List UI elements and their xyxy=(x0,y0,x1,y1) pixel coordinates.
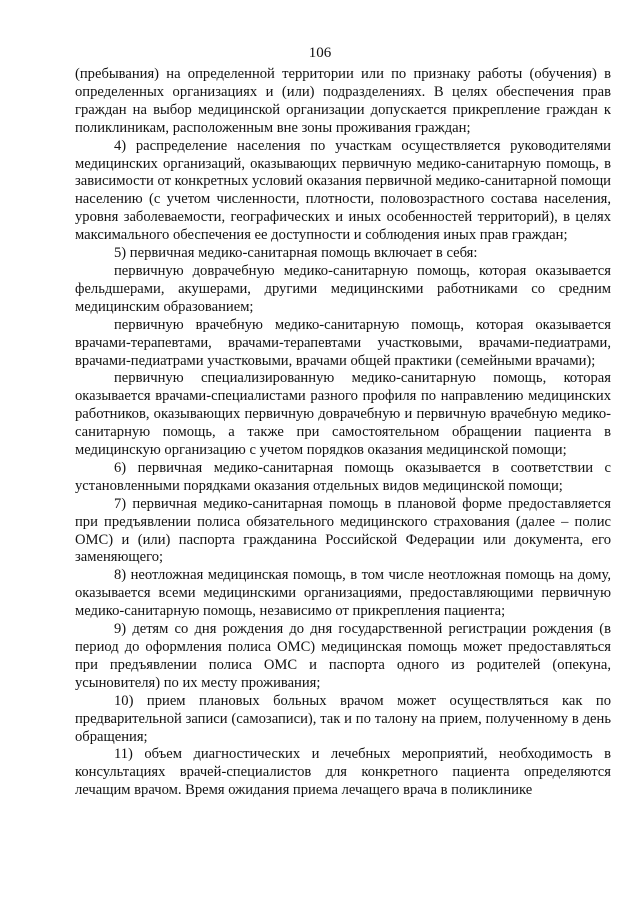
paragraph: 8) неотложная медицинская помощь, в том числе неотложная помощь на дому, оказывается всеми медицинскими организациями, предоставляющими первичную медико-санитарную помощь, независимо от прикрепления пациента; xyxy=(75,567,611,620)
paragraph: 7) первичная медико-санитарная помощь в плановой форме предоставляется при предъявлении полиса обязательного медицинского страхования (далее – полис ОМС) и (или) паспорта гражданина Российской Федерации или документа, его заменяющего; xyxy=(75,495,611,566)
paragraph: (пребывания) на определенной территории или по признаку работы (обучения) в определенных организациях и (или) подразделениях. В целях обеспечения прав граждан на выбор медицинской организации допускается прикрепление граждан к поликлиникам, расположенным вне зоны проживания граждан; xyxy=(75,66,611,136)
page-number: 106 xyxy=(308,45,332,61)
paragraph: 11) объем диагностических и лечебных мероприятий, необходимость в консультациях врачей-специалистов для конкретного пациента определяются лечащим врачом. Время ожидания приема лечащего врача в поликлинике xyxy=(75,746,611,799)
paragraph: 5) первичная медико-санитарная помощь включает в себя: xyxy=(114,245,478,262)
paragraph: первичную врачебную медико-санитарную помощь, которая оказывается врачами-терапевтами, врачами-терапевтами участковыми, врачами-педиатрами, врачами-педиатрами участковыми, врачами общей практики (семейными врачами); xyxy=(75,316,611,369)
paragraph: первичную специализированную медико-санитарную помощь, которая оказывается врачами-специалистами разного профиля по направлению медицинских работников, оказывающих первичную доврачебную и первичную врачебную медико-санитарную помощь, а также при самостоятельном обращении пациента в медицинскую организацию с учетом порядков оказания медицинской помощи; xyxy=(75,370,611,459)
paragraph: 4) распределение населения по участкам осуществляется руководителями медицинских организаций, оказывающих первичную медико-санитарную помощь, в зависимости от конкретных условий оказания первичной медико-санитарной помощи населению (с учетом численности, плотности, половозрастного состава населения, уровня заболеваемости, географических и иных особенностей территорий), в целях максимального обеспечения ее доступности и соблюдения иных прав граждан; xyxy=(75,137,611,244)
paragraph: 9) детям со дня рождения до дня государственной регистрации рождения (в период до оформления полиса ОМС) медицинская помощь может предоставляться при предъявлении полиса ОМС и паспорта одного из родителей (опекуна, усыновителя) по их месту проживания; xyxy=(75,621,611,691)
document-body xyxy=(75,66,611,800)
paragraph: 6) первичная медико-санитарная помощь оказывается в соответствии с установленными порядками оказания отдельных видов медицинской помощи; xyxy=(75,459,611,494)
paragraph: первичную доврачебную медико-санитарную помощь, которая оказывается фельдшерами, акушерами, другими медицинскими работниками со средним медицинским образованием; xyxy=(75,262,611,315)
paragraph: 10) прием плановых больных врачом может осуществляться как по предварительной записи (самозаписи), так и по талону на прием, полученному в день обращения; xyxy=(75,692,611,745)
